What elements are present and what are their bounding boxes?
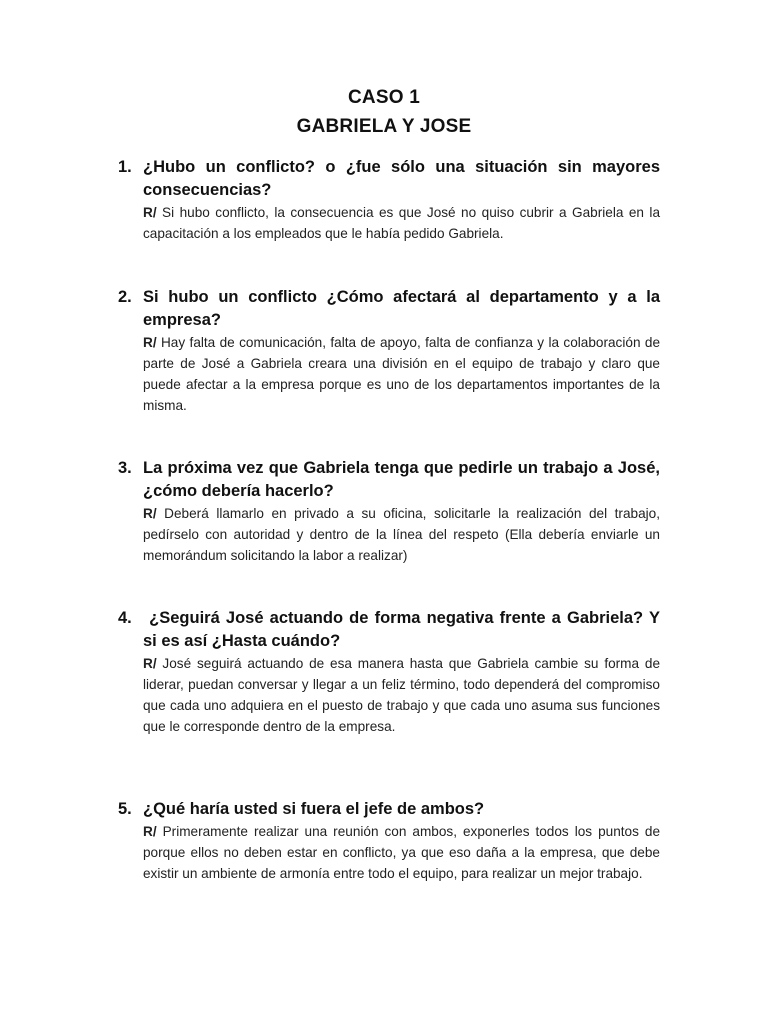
question-heading xyxy=(118,286,660,332)
question-number: 5. xyxy=(118,800,132,818)
answer-paragraph xyxy=(118,503,660,566)
question-number: 4. xyxy=(118,609,132,627)
answer-text: Primeramente realizar una reunión con ambos, exponerles todos los puntos de porque ellos no deben estar en conflicto, ya que eso daña a la empresa, que debe existir un ambiente de armonía entre todo el equipo, para realizar un mejor trabajo. xyxy=(143,824,661,881)
question-text: La próxima vez que Gabriela tenga que pedirle un trabajo a José, ¿cómo debería hacerlo? xyxy=(143,459,660,500)
answer-label: R/ xyxy=(143,335,157,350)
question-heading xyxy=(118,607,665,653)
question-item-4 xyxy=(118,607,665,737)
document-title: CASO 1 xyxy=(348,87,420,108)
question-number: 3. xyxy=(118,459,132,477)
question-text: ¿Seguirá José actuando de forma negativa frente a Gabriela? Y si es así ¿Hasta cuándo? xyxy=(143,609,665,650)
question-item-1 xyxy=(118,156,660,244)
answer-paragraph xyxy=(118,821,660,884)
answer-paragraph xyxy=(118,202,660,244)
question-item-2 xyxy=(118,286,660,416)
question-number: 2. xyxy=(118,288,132,306)
question-heading xyxy=(118,798,660,821)
answer-label: R/ xyxy=(143,824,157,839)
answer-paragraph xyxy=(118,653,660,737)
answer-label: R/ xyxy=(143,205,157,220)
question-item-5 xyxy=(118,798,660,884)
question-text: ¿Hubo un conflicto? o ¿fue sólo una situación sin mayores consecuencias? xyxy=(143,158,660,199)
answer-text: Hay falta de comunicación, falta de apoyo, falta de confianza y la colaboración de parte de José a Gabriela creara una división en el equipo de trabajo y claro que puede afectar a la empresa porque es uno de los departamentos importantes de la misma. xyxy=(143,335,660,413)
document-subtitle: GABRIELA Y JOSE xyxy=(296,116,472,137)
answer-text: Si hubo conflicto, la consecuencia es que José no quiso cubrir a Gabriela en la capacitación a los empleados que le había pedido Gabriela. xyxy=(143,205,660,241)
question-text: ¿Qué haría usted si fuera el jefe de ambos? xyxy=(143,800,485,818)
question-heading xyxy=(118,156,660,202)
title-block xyxy=(0,83,768,141)
question-text: Si hubo un conflicto ¿Cómo afectará al departamento y a la empresa? xyxy=(143,288,660,329)
answer-label: R/ xyxy=(143,656,157,671)
answer-paragraph xyxy=(118,332,660,416)
answer-text: Deberá llamarlo en privado a su oficina, solicitarle la realización del trabajo, pedírselo con autoridad y dentro de la línea del respeto (Ella debería enviarle un memorándum solicitando la labor a realizar) xyxy=(143,506,660,563)
question-number: 1. xyxy=(118,158,132,176)
answer-text: José seguirá actuando de esa manera hasta que Gabriela cambie su forma de liderar, puedan conversar y llegar a un feliz término, todo dependerá del compromiso que cada uno adquiera en el puesto de trabajo y que cada uno asuma sus funciones que le corresponde dentro de la empresa. xyxy=(143,656,661,734)
question-item-3 xyxy=(118,457,660,566)
question-heading xyxy=(118,457,660,503)
answer-label: R/ xyxy=(143,506,157,521)
